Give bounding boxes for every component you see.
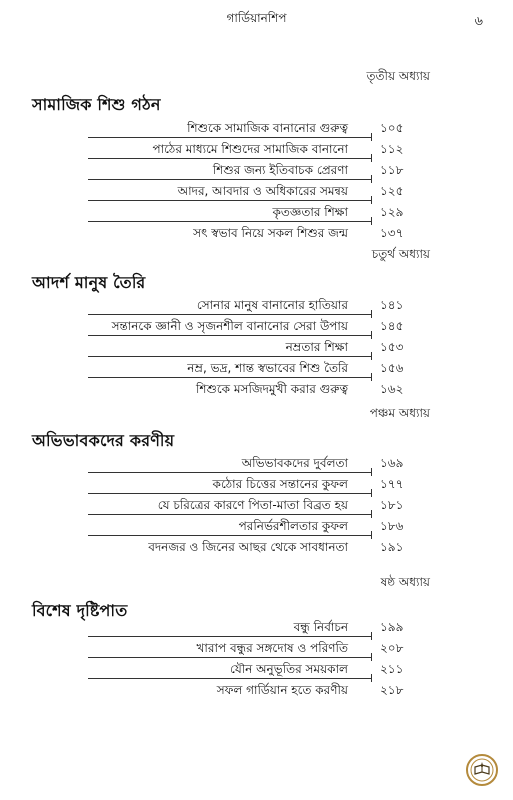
- toc-entry-page: ১২৫: [380, 184, 404, 198]
- toc-entry-title: যে চরিত্রের কারণে পিতা-মাতা বিব্রত হয়: [157, 498, 348, 512]
- toc-divider: [88, 356, 372, 357]
- toc-entry-title: শিশুকে সামাজিক বানানোর গুরুত্ব: [187, 121, 348, 135]
- toc-entry-page: ১৩৭: [380, 226, 404, 240]
- toc-entry[interactable]: [0, 539, 513, 559]
- toc-entry-page: ২০৮: [380, 641, 404, 655]
- toc-divider-tick: [371, 352, 372, 360]
- toc-entry-title: কঠোর চিত্তের সন্তানের কুফল: [212, 477, 348, 491]
- toc-entry-page: ১৮১: [380, 498, 404, 512]
- toc-divider-tick: [371, 510, 372, 518]
- toc-divider-tick: [371, 674, 372, 682]
- toc-divider-tick: [371, 373, 372, 381]
- toc-divider: [88, 179, 372, 180]
- toc-entry-title: খারাপ বন্ধুর সঙ্গদোষ ও পরিণতি: [196, 641, 348, 655]
- toc-entry-page: ১৫৩: [380, 340, 404, 354]
- toc-divider-tick: [371, 489, 372, 497]
- toc-entry-page: ১৬৯: [380, 456, 404, 470]
- toc-entry-page: ১৬২: [380, 382, 404, 396]
- toc-entry-title: যৌন অনুভূতির সময়কাল: [229, 662, 348, 676]
- toc-entry-page: ২১৮: [380, 683, 404, 697]
- toc-divider-tick: [371, 154, 372, 162]
- toc-entry-title: সফল গার্ডিয়ান হতে করণীয়: [216, 683, 348, 697]
- chapter-4-heading: আদর্শ মানুষ তৈরি: [32, 273, 146, 292]
- toc-entry-page: ১১২: [380, 142, 404, 156]
- toc-entry-title: সৎ স্বভাব নিয়ে সকল শিশুর জন্ম: [193, 226, 348, 240]
- toc-entry-page: ১৭৭: [380, 477, 404, 491]
- toc-entry-page: ১৯১: [380, 540, 404, 554]
- toc-divider: [88, 535, 372, 536]
- running-title: গার্ডিয়ানশিপ: [226, 11, 287, 25]
- toc-divider: [88, 335, 372, 336]
- toc-entry[interactable]: [0, 225, 513, 245]
- toc-entry-page: ১৮৬: [380, 519, 404, 533]
- chapter-5-heading: অভিভাবকদের করণীয়: [32, 431, 175, 450]
- toc-entry-title: কৃতজ্ঞতার শিক্ষা: [272, 205, 348, 219]
- toc-entry-title: সন্তানকে জ্ঞানী ও সৃজনশীল বানানোর সেরা উপায়: [111, 319, 348, 333]
- page-number: ৬: [474, 14, 483, 29]
- toc-divider-tick: [371, 217, 372, 225]
- toc-divider: [88, 137, 372, 138]
- chapter-4-label: চতুর্থ অধ্যায়: [371, 247, 430, 261]
- toc-entry-page: ১৪১: [380, 298, 404, 312]
- toc-divider-tick: [371, 468, 372, 476]
- toc-entry[interactable]: [0, 381, 513, 401]
- toc-entry-title: আদর, আবদার ও অধিকারের সমন্বয়: [177, 184, 348, 198]
- toc-entry-title: বন্ধু নির্বাচন: [293, 620, 348, 634]
- toc-entry-page: ১৯৯: [380, 620, 404, 634]
- toc-entry-title: পাঠের মাধ্যমে শিশুদের সামাজিক বানানো: [152, 142, 348, 156]
- toc-divider: [88, 472, 372, 473]
- toc-divider-tick: [371, 632, 372, 640]
- toc-entry-page: ১১৮: [380, 163, 404, 177]
- toc-entry-page: ১৪৫: [380, 319, 404, 333]
- toc-divider: [88, 657, 372, 658]
- toc-divider: [88, 221, 372, 222]
- toc-entry-title: নম্র, ভদ্র, শান্ত স্বভাবের শিশু তৈরি: [187, 361, 348, 375]
- publisher-logo: [466, 754, 498, 786]
- toc-divider-tick: [371, 196, 372, 204]
- book-pen-emblem-icon: [468, 756, 496, 784]
- toc-entry-title: অভিভাবকদের দুর্বলতা: [241, 456, 348, 470]
- toc-divider: [88, 158, 372, 159]
- toc-entry-page: ১২৯: [380, 205, 404, 219]
- toc-divider-tick: [371, 331, 372, 339]
- toc-divider-tick: [371, 653, 372, 661]
- chapter-6-heading: বিশেষ দৃষ্টিপাত: [32, 601, 128, 620]
- toc-divider: [88, 636, 372, 637]
- toc-divider-tick: [371, 531, 372, 539]
- toc-divider: [88, 200, 372, 201]
- chapter-5-label: পঞ্চম অধ্যায়: [369, 406, 430, 420]
- toc-entry-page: ২১১: [380, 662, 404, 676]
- toc-divider: [88, 493, 372, 494]
- toc-divider: [88, 514, 372, 515]
- toc-divider: [88, 678, 372, 679]
- toc-divider-tick: [371, 175, 372, 183]
- chapter-3-heading: সামাজিক শিশু গঠন: [32, 95, 161, 114]
- chapter-6-label: ষষ্ঠ অধ্যায়: [380, 575, 430, 589]
- toc-entry-title: শিশুর জন্য ইতিবাচক প্রেরণা: [212, 163, 348, 177]
- toc-entry-title: পরনির্ভরশীলতার কুফল: [238, 519, 348, 533]
- toc-entry-page: ১০৫: [380, 121, 404, 135]
- toc-entry[interactable]: [0, 682, 513, 702]
- toc-entry-title: শিশুকে মসজিদমুখী করার গুরুত্ব: [195, 382, 348, 396]
- toc-divider: [88, 377, 372, 378]
- toc-divider-tick: [371, 133, 372, 141]
- toc-divider: [88, 314, 372, 315]
- chapter-3-label: তৃতীয় অধ্যায়: [366, 69, 430, 83]
- toc-entry-title: নম্রতার শিক্ষা: [285, 340, 348, 354]
- toc-entry-page: ১৫৬: [380, 361, 404, 375]
- toc-divider-tick: [371, 310, 372, 318]
- toc-entry-title: বদনজর ও জিনের আছর থেকে সাবধানতা: [148, 540, 348, 554]
- toc-entry-title: সোনার মানুষ বানানোর হাতিয়ার: [196, 298, 348, 312]
